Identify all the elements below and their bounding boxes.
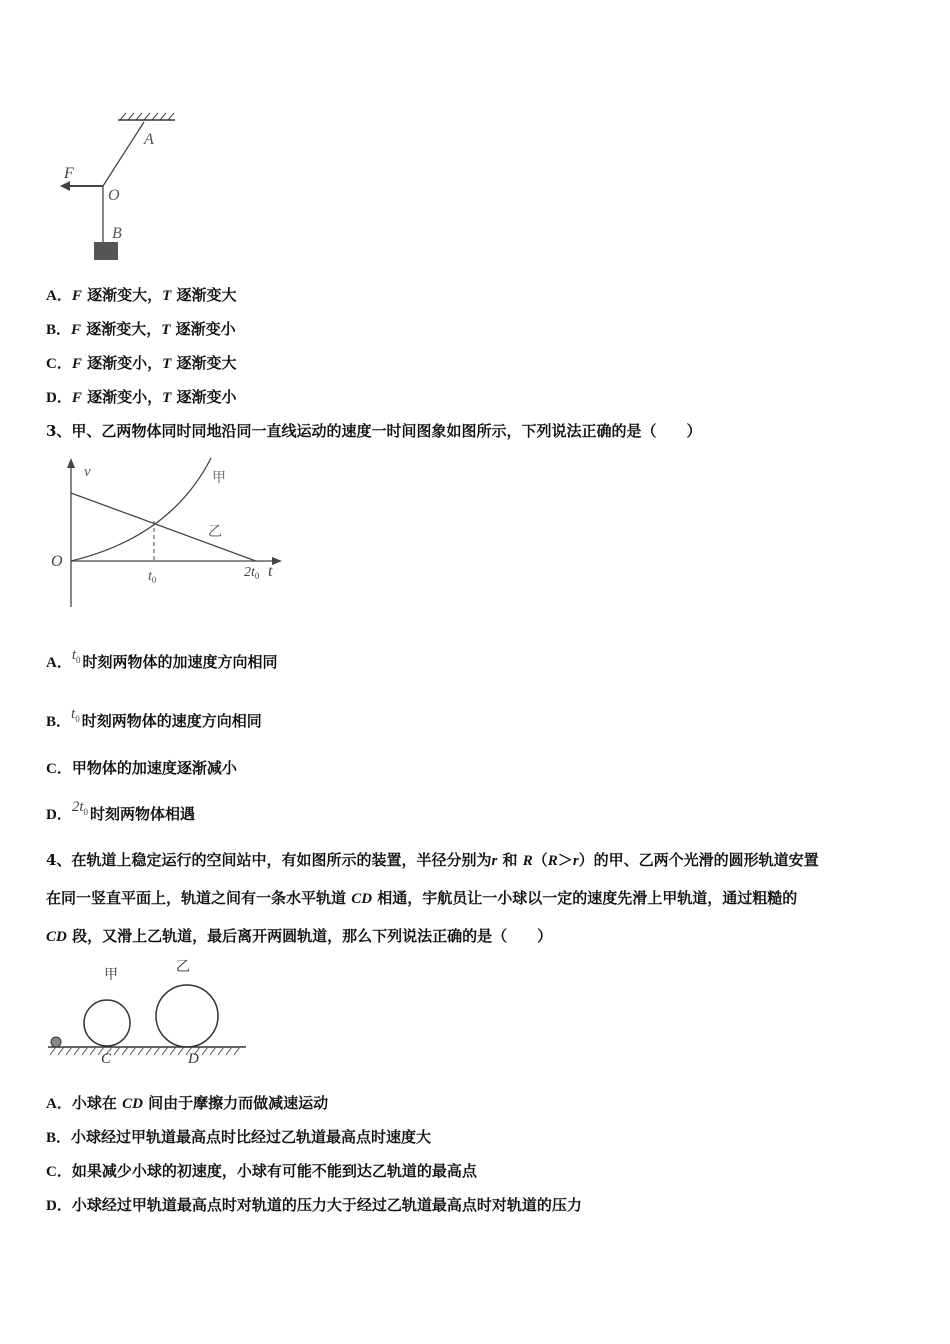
math-t0: $t_0$ [71,706,80,724]
option-text: 小球在 [71,1094,123,1112]
var-t: T [162,356,172,372]
option-text: 小球经过甲轨道最高点时对轨道的压力大于经过乙轨道最高点时对轨道的压力 [71,1196,582,1214]
var-t: T [161,322,171,338]
q2-option-b[interactable] [46,319,236,340]
option-text: 逐渐变大 [171,286,237,304]
option-letter: D． [46,1198,72,1214]
label-o: O [108,187,120,204]
var-cd: CD [122,1096,143,1112]
q4-option-c[interactable] [46,1161,477,1182]
q3-option-d[interactable] [46,799,196,830]
point-label-d: D [188,1051,199,1067]
option-letter: B． [46,322,72,338]
var-f: F [71,322,82,338]
var-t: T [162,288,172,304]
option-text: 逐渐变大， [81,286,163,304]
option-letter: D． [46,807,72,823]
math-t0: $t_0$ [71,647,81,665]
circular-tracks-diagram [46,955,256,1070]
option-letter: A． [46,655,72,671]
option-text: 逐渐变大 [171,354,237,372]
option-letter: A． [46,288,72,304]
axis-label-v: v [84,464,91,480]
option-text: 时刻两物体相遇 [90,805,196,823]
tick-t0: $t_0$ [148,569,157,585]
option-text: 间由于摩擦力而做减速运动 [142,1094,329,1112]
var-f: F [71,288,82,304]
math-2t0: $2t_0$ [71,799,89,817]
option-letter: D． [46,390,72,406]
q3-option-a[interactable] [46,647,278,678]
option-letter: A． [46,1096,72,1112]
q3-option-b[interactable] [46,706,262,737]
option-letter: B． [46,714,72,730]
track-label-jia: 甲 [104,968,118,983]
q4-option-a[interactable] [46,1093,328,1114]
label-b: B [112,225,122,242]
label-a: A [144,131,154,148]
option-letter: C． [46,1164,72,1180]
option-letter: B． [46,1130,72,1146]
option-text: 小球经过甲轨道最高点时比经过乙轨道最高点时速度大 [71,1128,432,1146]
q4-stem-line-3: CD 段，又滑上乙轨道，最后离开两圆轨道，那么下列说法正确的是（ ） [46,927,553,945]
q4-stem-line-1: 4、在轨道上稳定运行的空间站中，有如图所示的装置，半径分别为r 和 R（R＞r）的甲、乙两个光滑的圆形轨道安置 [46,851,819,869]
q3-option-c[interactable] [46,758,237,779]
option-text: 逐渐变小 [171,388,237,406]
track-label-yi: 乙 [176,960,190,975]
q2-option-c[interactable] [46,353,237,374]
option-letter: C． [46,761,72,777]
origin-label: O [51,553,63,570]
q4-option-d[interactable] [46,1195,582,1216]
q2-option-d[interactable] [46,387,237,408]
option-text: 甲物体的加速度逐渐减小 [71,759,237,777]
option-text: 时刻两物体的加速度方向相同 [82,653,278,671]
tick-2t0: $2t_0$ [244,565,260,581]
option-text: 如果减少小球的初速度，小球有可能不能到达乙轨道的最高点 [71,1162,477,1180]
velocity-time-graph [46,452,296,612]
var-f: F [71,356,82,372]
force-diagram [50,110,190,270]
var-f: F [71,390,82,406]
q4-stem-line-2: 在同一竖直平面上，轨道之间有一条水平轨道 CD 相通，宇航员让一小球以一定的速度先滑上甲轨道，通过粗糙的 [46,889,798,907]
axis-label-t: t [268,563,273,580]
q3-stem: 3、甲、乙两物体同时同地沿同一直线运动的速度一时间图象如图所示，下列说法正确的是（ ） [46,422,702,440]
curve-label-jia: 甲 [212,471,226,486]
q2-option-a[interactable] [46,285,237,306]
option-text: 逐渐变小， [81,388,163,406]
q4-option-b[interactable] [46,1127,431,1148]
point-label-c: C [101,1051,112,1067]
var-t: T [162,390,172,406]
option-text: 逐渐变大， [81,320,162,338]
option-text: 时刻两物体的速度方向相同 [81,712,262,730]
label-f: F [64,165,74,182]
option-text: 逐渐变小， [81,354,163,372]
option-letter: C． [46,356,72,372]
option-text: 逐渐变小 [170,320,236,338]
line-label-yi: 乙 [208,525,222,540]
